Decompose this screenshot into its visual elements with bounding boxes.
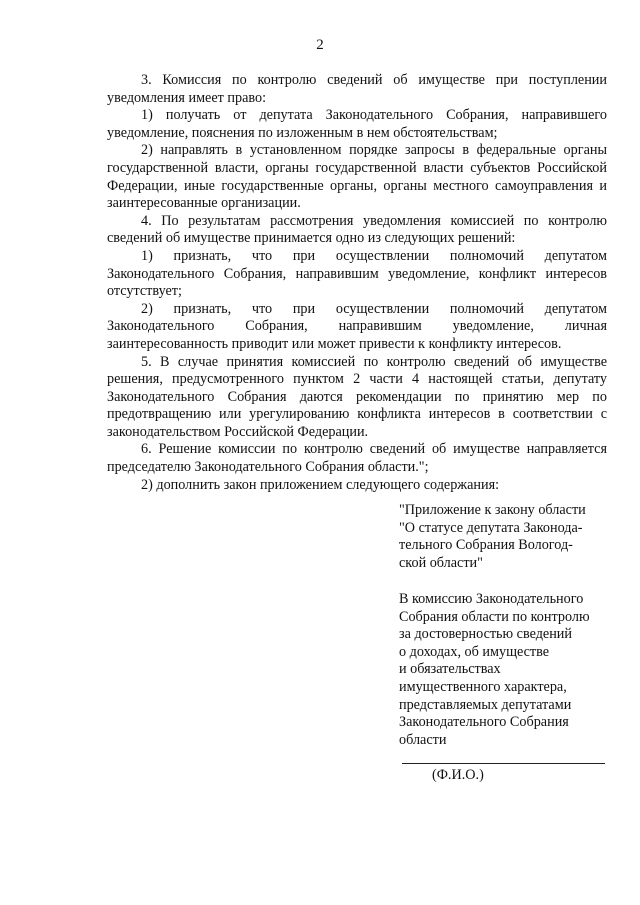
- appendix-heading: [399, 502, 614, 572]
- addressee-line: представляемых депутатами: [399, 696, 572, 713]
- signature-caption: (Ф.И.О.): [432, 767, 484, 783]
- addressee-line: области: [399, 731, 447, 748]
- paragraph-3: 3. Комиссия по контролю сведений об имуществе при поступлении уведомления имеет право:: [107, 72, 607, 106]
- appendix-line: "Приложение к закону области: [399, 502, 586, 518]
- addressee-line: Законодательного Собрания: [399, 714, 569, 731]
- addressee-line: за достоверностью сведений: [399, 626, 572, 643]
- paragraph-5: 5. В случае принятия комиссией по контролю сведений об имуществе решения, предусмотренного пунктом 2 части 4 настоящей статьи, депутату Законодательного Собрания даются рекомендации по принятию мер по предотвращению или урегулированию конфликта интересов в соответствии с законодательством Российской Федерации.: [107, 353, 607, 440]
- paragraph-3-item-1: 1) получать от депутата Законодательного Собрания, направившего уведомление, пояснения по изложенным в нем обстоятельствам;: [107, 107, 607, 141]
- addressee-line: Собрания области по контролю: [399, 608, 590, 625]
- addressee-line: имущественного характера,: [399, 678, 567, 695]
- appendix-line: ской области": [399, 554, 483, 571]
- paragraph-6: 6. Решение комиссии по контролю сведений об имуществе направляется председателю Законодательного Собрания области.";: [107, 441, 607, 476]
- paragraph-4-item-2: 2) признать, что при осуществлении полномочий депутатом Законодательного Собрания, направившим уведомление, личная заинтересованность приводит или может привести к конфликту интересов.: [107, 300, 607, 352]
- appendix-line: "О статусе депутата Законода-: [399, 519, 583, 536]
- appendix-line: тельного Собрания Вологод-: [399, 537, 573, 554]
- addressee-block: [399, 591, 614, 749]
- signature-line: [402, 763, 605, 764]
- paragraph-4: 4. По результатам рассмотрения уведомления комиссией по контролю сведений об имуществе принимается одно из следующих решений:: [107, 212, 607, 247]
- paragraph-3-item-2: 2) направлять в установленном порядке запросы в федеральные органы государственной власти, органы государственной власти субъектов Российской Федерации, иные государственные органы, органы местного самоуправления и заинтересованные организации.: [107, 142, 607, 212]
- paragraph-4-item-1: 1) признать, что при осуществлении полномочий депутатом Законодательного Собрания, направившим уведомление, конфликт интересов отсутствует;: [107, 247, 607, 300]
- addressee-line: и обязательствах: [399, 661, 501, 678]
- addressee-line: В комиссию Законодательного: [399, 591, 584, 607]
- amendment-item-2: 2) дополнить закон приложением следующего содержания:: [141, 476, 500, 493]
- page-number: 2: [316, 37, 324, 53]
- addressee-line: о доходах, об имуществе: [399, 643, 550, 660]
- main-text: [107, 72, 607, 494]
